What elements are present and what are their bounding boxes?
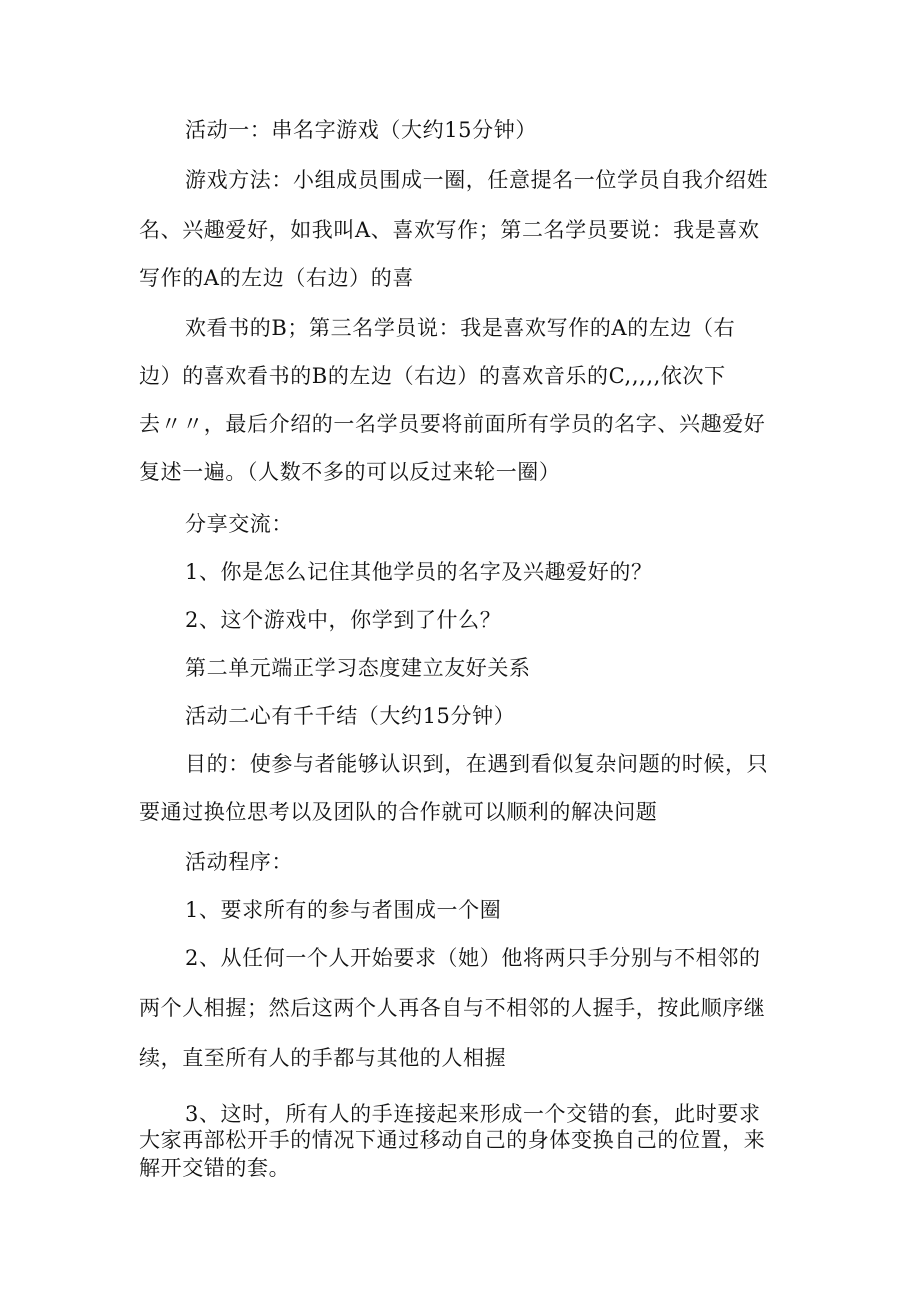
paragraph-line: 要通过换位思考以及团队的合作就可以顺利的解决问题 [139, 800, 658, 824]
paragraph-line: 名、兴趣爱好，如我叫A、喜欢写作；第二名学员要说：我是喜欢 [139, 218, 760, 242]
list-item: 2、这个游戏中，你学到了什么？ [185, 608, 502, 632]
paragraph-line: 解开交错的套。 [139, 1156, 291, 1180]
activity-one-heading: 活动一：串名字游戏（大约15分钟） [185, 118, 537, 142]
paragraph-line: 欢看书的B；第三名学员说：我是喜欢写作的A的左边（右 [185, 316, 736, 340]
paragraph-line: 续，直至所有人的手都与其他的人相握 [139, 1046, 507, 1070]
paragraph-line: 边）的喜欢看书的B的左边（右边）的喜欢音乐的C,,,,,依次下 [139, 364, 726, 388]
paragraph-line: 去〃〃，最后介绍的一名学员要将前面所有学员的名字、兴趣爱好 [139, 412, 766, 436]
unit-two-heading: 第二单元端正学习态度建立友好关系 [185, 656, 531, 680]
paragraph-line: 复述一遍。（人数不多的可以反过来轮一圈） [139, 460, 561, 484]
list-item: 1、你是怎么记住其他学员的名字及兴趣爱好的？ [185, 560, 653, 584]
paragraph-line: 目的：使参与者能够认识到，在遇到看似复杂问题的时候，只 [185, 752, 769, 776]
procedure-heading: 活动程序： [185, 850, 293, 874]
paragraph-line: 大家再部松开手的情况下通过移动自己的身体变换自己的位置，来 [139, 1128, 766, 1152]
paragraph-line: 两个人相握；然后这两个人再各自与不相邻的人握手，按此顺序继 [139, 996, 766, 1020]
paragraph-line: 写作的A的左边（右边）的喜 [139, 266, 414, 290]
list-item: 1、要求所有的参与者围成一个圈 [185, 898, 502, 922]
list-item: 2、从任何一个人开始要求（她）他将两只手分别与不相邻的 [185, 946, 761, 970]
list-item: 3、这时，所有人的手连接起来形成一个交错的套，此时要求 [185, 1102, 761, 1126]
activity-two-heading: 活动二心有千千结（大约15分钟） [185, 704, 516, 728]
paragraph-line: 游戏方法：小组成员围成一圈，任意提名一位学员自我介绍姓 [185, 168, 769, 192]
share-heading: 分享交流： [185, 512, 293, 536]
